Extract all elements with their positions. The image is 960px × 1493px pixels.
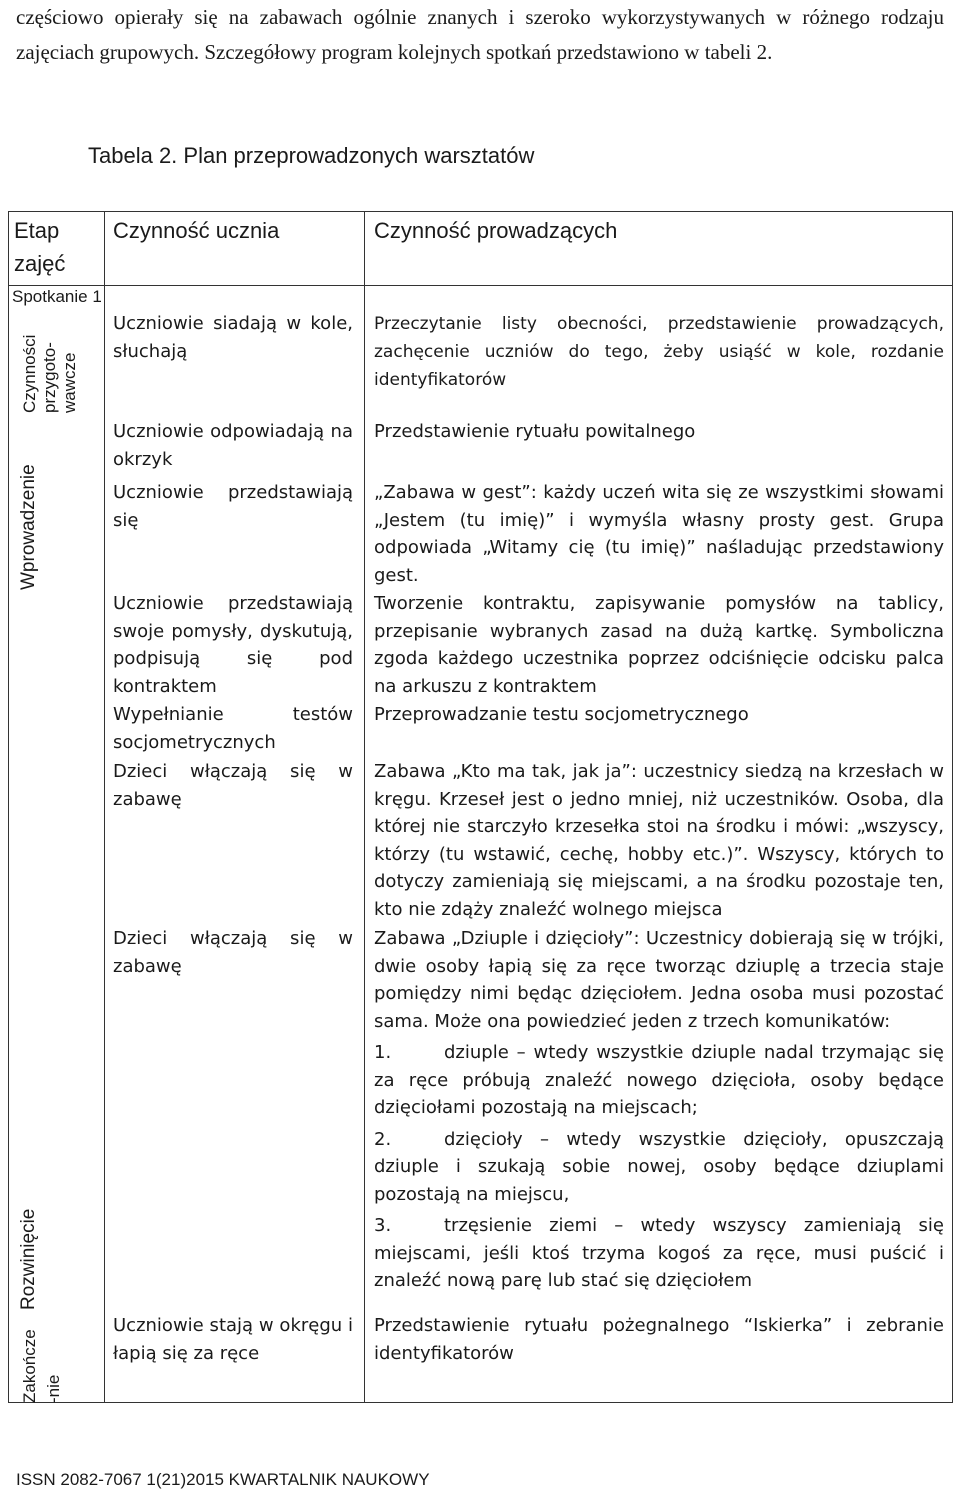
- row-5-uczen: Wypełnianie testów socjometrycznych: [113, 704, 353, 753]
- header-czynnosc-prowadzacych: Czynność prowadzących: [374, 218, 618, 243]
- meeting-label: Spotkanie 1: [12, 287, 102, 306]
- list-number: 2.: [374, 1128, 392, 1150]
- page-footer: ISSN 2082-7067 1(21)2015 KWARTALNIK NAUKOWY: [16, 1470, 430, 1489]
- row-5-prowadzacy: Przeprowadzanie testu socjometrycznego: [374, 704, 749, 725]
- row-8-prowadzacy: Przedstawienie rytuału pożegnalnego “Iskierka” i zebranie identyfikatorów: [374, 1315, 944, 1364]
- table-caption: Tabela 2. Plan przeprowadzonych warsztatów: [88, 143, 535, 168]
- row-8-uczen: Uczniowie stają w okręgu i łapią się za ręce: [113, 1315, 353, 1364]
- row-7-intro: Zabawa „Dziuple i dzięcioły”: Uczestnicy dobierają się w trójki, dwie osoby łapią się za ręce tworząc dziuplę a trzecia staje pomiędzy nimi będąc dzięciołem. Jedna osoba musi pozostać sama. Może ona powiedzieć jeden z trzech komunikatów:: [374, 928, 944, 1032]
- header-czynnosc-ucznia: Czynność ucznia: [113, 218, 280, 243]
- table-right-border: [952, 211, 953, 1403]
- row-1-uczen: Uczniowie siadają w kole, słuchają: [113, 313, 353, 362]
- table-left-border: [8, 211, 9, 1403]
- row-3-prowadzacy: „Zabawa w gest”: każdy uczeń wita się ze wszystkimi słowami „Jestem (tu imię)” i wymyśla własny prosty gest. Grupa odpowiada „Witamy cię (tu imię)” naśladując przedstawiony gest.: [374, 482, 944, 586]
- list-item: [374, 1039, 944, 1122]
- col-divider-1: [104, 211, 105, 1403]
- stage-czynnosci-przygotowawcze: [20, 313, 80, 413]
- table-bottom-border: [8, 1402, 952, 1403]
- stage-wprowadzenie: Wprowadzenie: [18, 464, 39, 590]
- row-4-uczen: Uczniowie przedstawiają swoje pomysły, dyskutują, podpisują się pod kontraktem: [113, 593, 353, 697]
- stage-zak-line-1: Zakończe: [20, 1329, 39, 1403]
- table-top-border: [8, 211, 952, 212]
- row-7-uczen: Dzieci włączają się w zabawę: [113, 928, 353, 977]
- row-3-uczen: Uczniowie przedstawiają się: [113, 482, 353, 531]
- stage-line-1: Czynności: [20, 334, 39, 413]
- stage-zakonczenie: [18, 1303, 66, 1403]
- stage-line-2: przygoto-: [40, 342, 59, 413]
- stage-zak-line-2: -nie: [44, 1374, 63, 1403]
- col-divider-2: [364, 211, 365, 1403]
- header-bottom-border: [8, 285, 952, 286]
- row-7-prowadzacy: [374, 925, 944, 1295]
- list-number: 1.: [374, 1042, 392, 1063]
- row-6-prowadzacy: Zabawa „Kto ma tak, jak ja”: uczestnicy siedzą na krzesłach w kręgu. Krzeseł jest o jedno mniej, niż uczestników. Osoba, dla której nie starczyło krzesełka stoi na środku i mówi: „wszyscy, którzy (tu wstawić, cechę, hobby etc.)”. Wszyscy, których to dotyczy zamieniają się miejscami, a na środku pozostaje ten, kto nie zdąży znaleźć wolnego miejsca: [374, 761, 944, 920]
- row-2-prowadzacy: Przedstawienie rytuału powitalnego: [374, 421, 696, 442]
- row-2-uczen: Uczniowie odpowiadają na okrzyk: [113, 421, 353, 470]
- list-text: trzęsienie ziemi – wtedy wszyscy zamieniają się miejscami, jeśli ktoś trzyma kogoś za ręce, musi puścić i znaleźć nową parę lub stać się dzięciołem: [374, 1215, 944, 1291]
- list-item: [374, 1126, 944, 1209]
- intro-paragraph: częściowo opierały się na zabawach ogólnie znanych i szeroko wykorzystywanych w różnego rodzaju zajęciach grupowych. Szczegółowy program kolejnych spotkań przedstawiono w tabeli 2.: [16, 5, 944, 64]
- list-number: 3.: [374, 1215, 392, 1236]
- stage-line-3: wawcze: [60, 352, 79, 413]
- row-4-prowadzacy: Tworzenie kontraktu, zapisywanie pomysłów na tablicy, przepisanie wybranych zasad na dużą kartkę. Symboliczna zgoda każdego uczestnika poprzez odciśnięcie odcisku palca na arkuszu z kontraktem: [374, 593, 944, 697]
- row-6-uczen: Dzieci włączają się w zabawę: [113, 761, 353, 810]
- list-text: dziuple – wtedy wszystkie dziuple nadal trzymając się za ręce próbują znaleźć nowego dzięcioła, osoby będące dzięciołami pozostają na miejscach;: [374, 1042, 944, 1118]
- row-1-prowadzacy: Przeczytanie listy obecności, przedstawienie prowadzących, zachęcenie uczniów do tego, żeby usiąść w kole, rozdanie identyfikatorów: [374, 314, 944, 390]
- list-item: [374, 1212, 944, 1295]
- stage-rozwiniecie: Rozwinięcie: [18, 1208, 39, 1310]
- header-etap: Etap zajęć: [14, 218, 66, 276]
- list-text: dzięcioły – wtedy wszystkie dzięcioły, opuszczają dziuple i szukają sobie nowej, osoby będące dziuplami pozostają na miejscu,: [374, 1128, 944, 1205]
